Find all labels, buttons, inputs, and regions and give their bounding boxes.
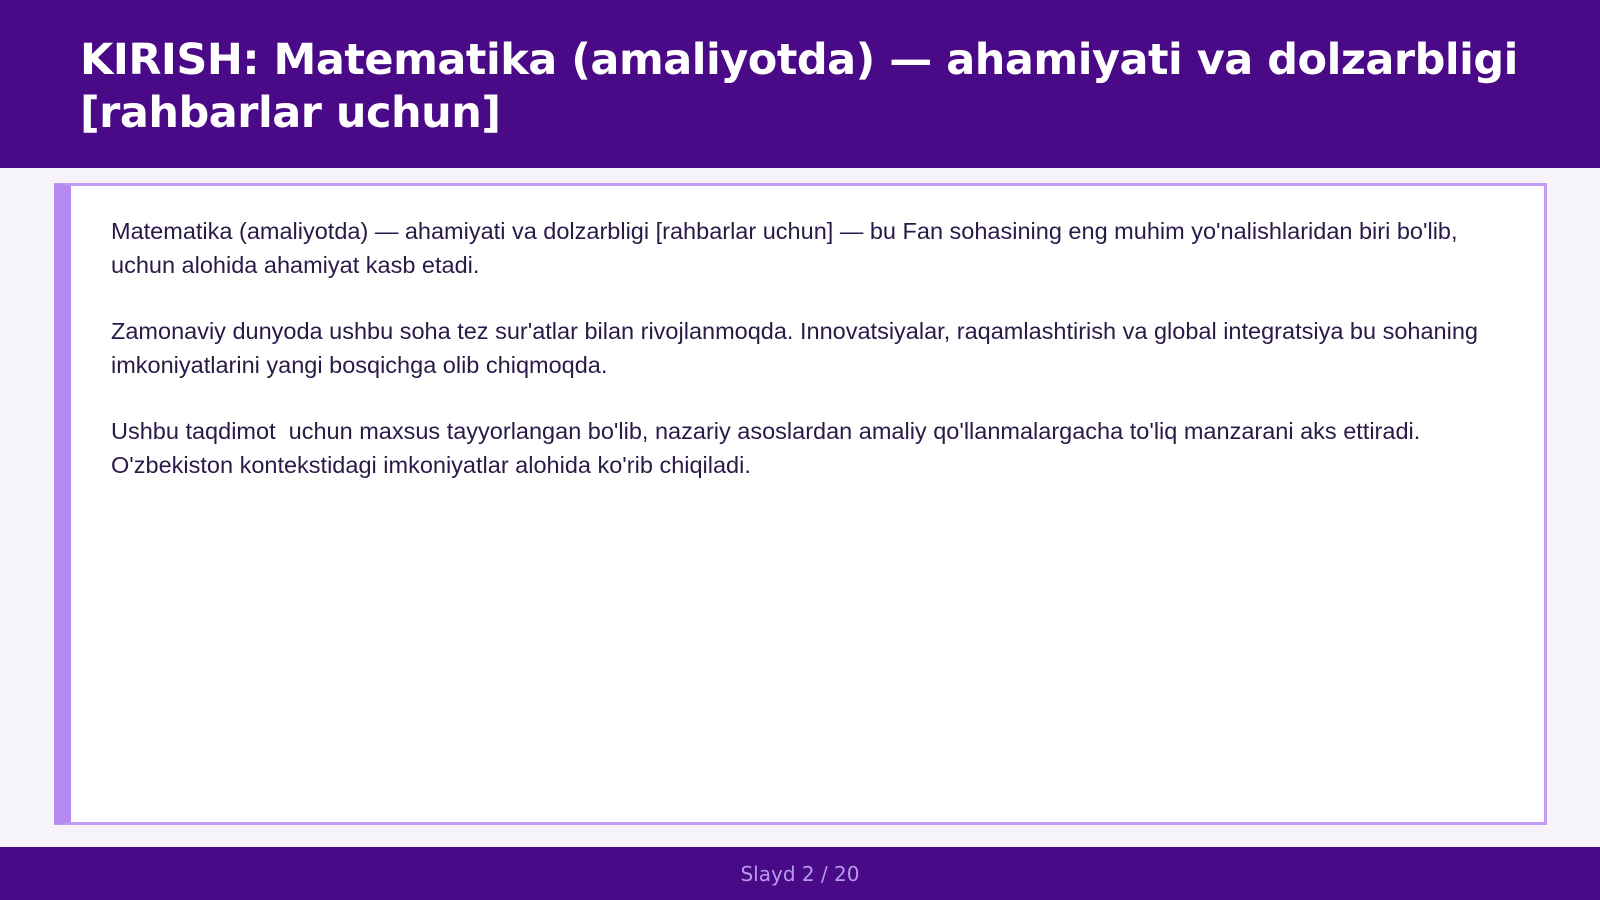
content-body	[111, 214, 1508, 514]
slide-header	[0, 0, 1600, 168]
content-card	[54, 183, 1547, 825]
modern-world-paragraph: Zamonaviy dunyoda ushbu soha tez sur'atlar bilan rivojlanmoqda. Innovatsiyalar, raqamlashtirish va global integratsiya bu sohaning imkoniyatlarini yangi bosqichga olib chiqmoqda.	[111, 318, 1485, 378]
slide-title: KIRISH: Matematika (amaliyotda) — ahamiyati va dolzarbligi [rahbarlar uchun]	[80, 35, 1518, 138]
intro-paragraph: Matematika (amaliyotda) — ahamiyati va dolzarbligi [rahbarlar uchun] — bu Fan sohasining eng muhim yo'nalishlaridan biri bo'lib, uchun alohida ahamiyat kasb etadi.	[111, 218, 1471, 278]
presentation-purpose-paragraph: Ushbu taqdimot uchun maxsus tayyorlangan bo'lib, nazariy asoslardan amaliy qo'llanmalargacha to'liq manzarani aks ettiradi. O'zbekiston kontekstidagi imkoniyatlar alohida ko'rib chiqiladi.	[111, 418, 1427, 478]
slide-counter: Slayd 2 / 20	[740, 861, 860, 886]
slide-footer	[0, 847, 1600, 900]
